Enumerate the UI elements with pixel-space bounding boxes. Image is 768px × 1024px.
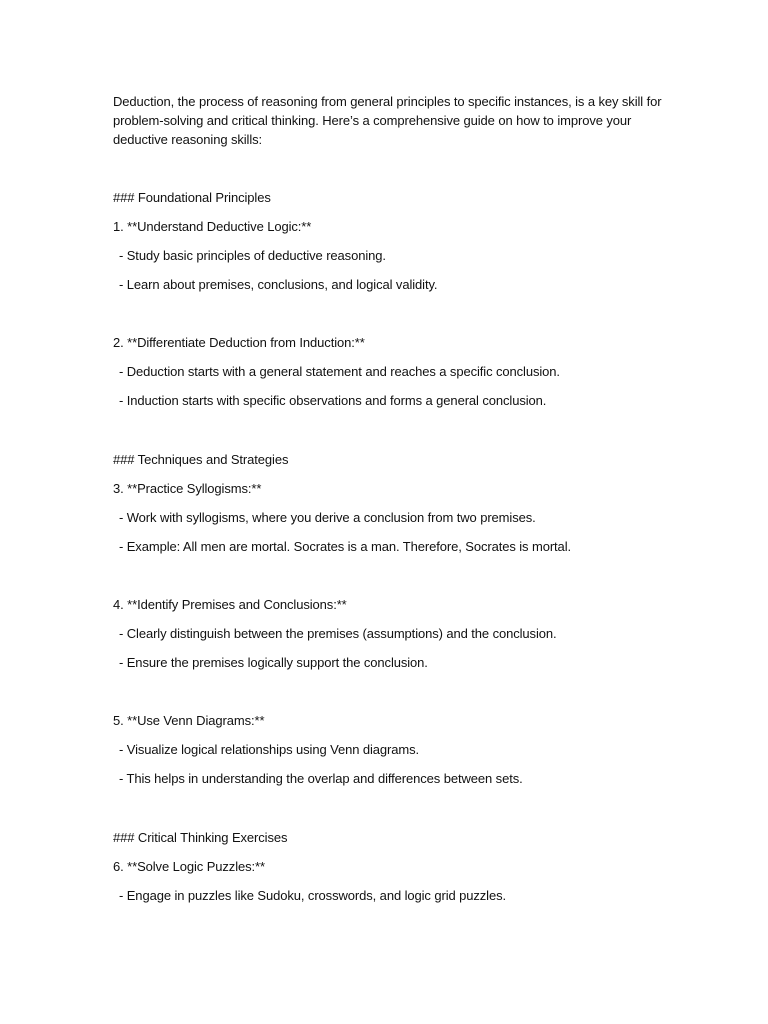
intro-line: deductive reasoning skills: xyxy=(113,132,263,147)
bullet-item: - Example: All men are mortal. Socrates is a man. Therefore, Socrates is mortal. xyxy=(119,539,571,554)
section-heading-foundational: ### Foundational Principles xyxy=(113,190,271,205)
bullet-item: - Induction starts with specific observations and forms a general conclusion. xyxy=(119,393,547,408)
section-heading-critical: ### Critical Thinking Exercises xyxy=(113,830,288,845)
bullet-item: - Work with syllogisms, where you derive a conclusion from two premises. xyxy=(119,510,536,525)
bullet-item: - Learn about premises, conclusions, and logical validity. xyxy=(119,277,438,292)
bullet-item: - Ensure the premises logically support the conclusion. xyxy=(119,655,428,670)
bullet-item: - Study basic principles of deductive reasoning. xyxy=(119,248,386,263)
item-heading: 6. **Solve Logic Puzzles:** xyxy=(113,859,265,874)
bullet-item: - Visualize logical relationships using Venn diagrams. xyxy=(119,742,420,757)
section-heading-techniques: ### Techniques and Strategies xyxy=(113,452,289,467)
item-heading: 5. **Use Venn Diagrams:** xyxy=(113,713,265,728)
intro-line: Deduction, the process of reasoning from general principles to specific instances, is a key skill for xyxy=(113,94,662,109)
intro-line: problem-solving and critical thinking. Here’s a comprehensive guide on how to improve your xyxy=(113,113,632,128)
item-heading: 4. **Identify Premises and Conclusions:** xyxy=(113,597,347,612)
bullet-item: - Deduction starts with a general statement and reaches a specific conclusion. xyxy=(119,364,560,379)
item-heading: 2. **Differentiate Deduction from Induction:** xyxy=(113,335,365,350)
item-heading: 3. **Practice Syllogisms:** xyxy=(113,481,262,496)
item-heading: 1. **Understand Deductive Logic:** xyxy=(113,219,312,234)
bullet-item: - Clearly distinguish between the premises (assumptions) and the conclusion. xyxy=(119,626,557,641)
bullet-item: - Engage in puzzles like Sudoku, crosswords, and logic grid puzzles. xyxy=(119,888,507,903)
bullet-item: - This helps in understanding the overlap and differences between sets. xyxy=(119,771,523,786)
